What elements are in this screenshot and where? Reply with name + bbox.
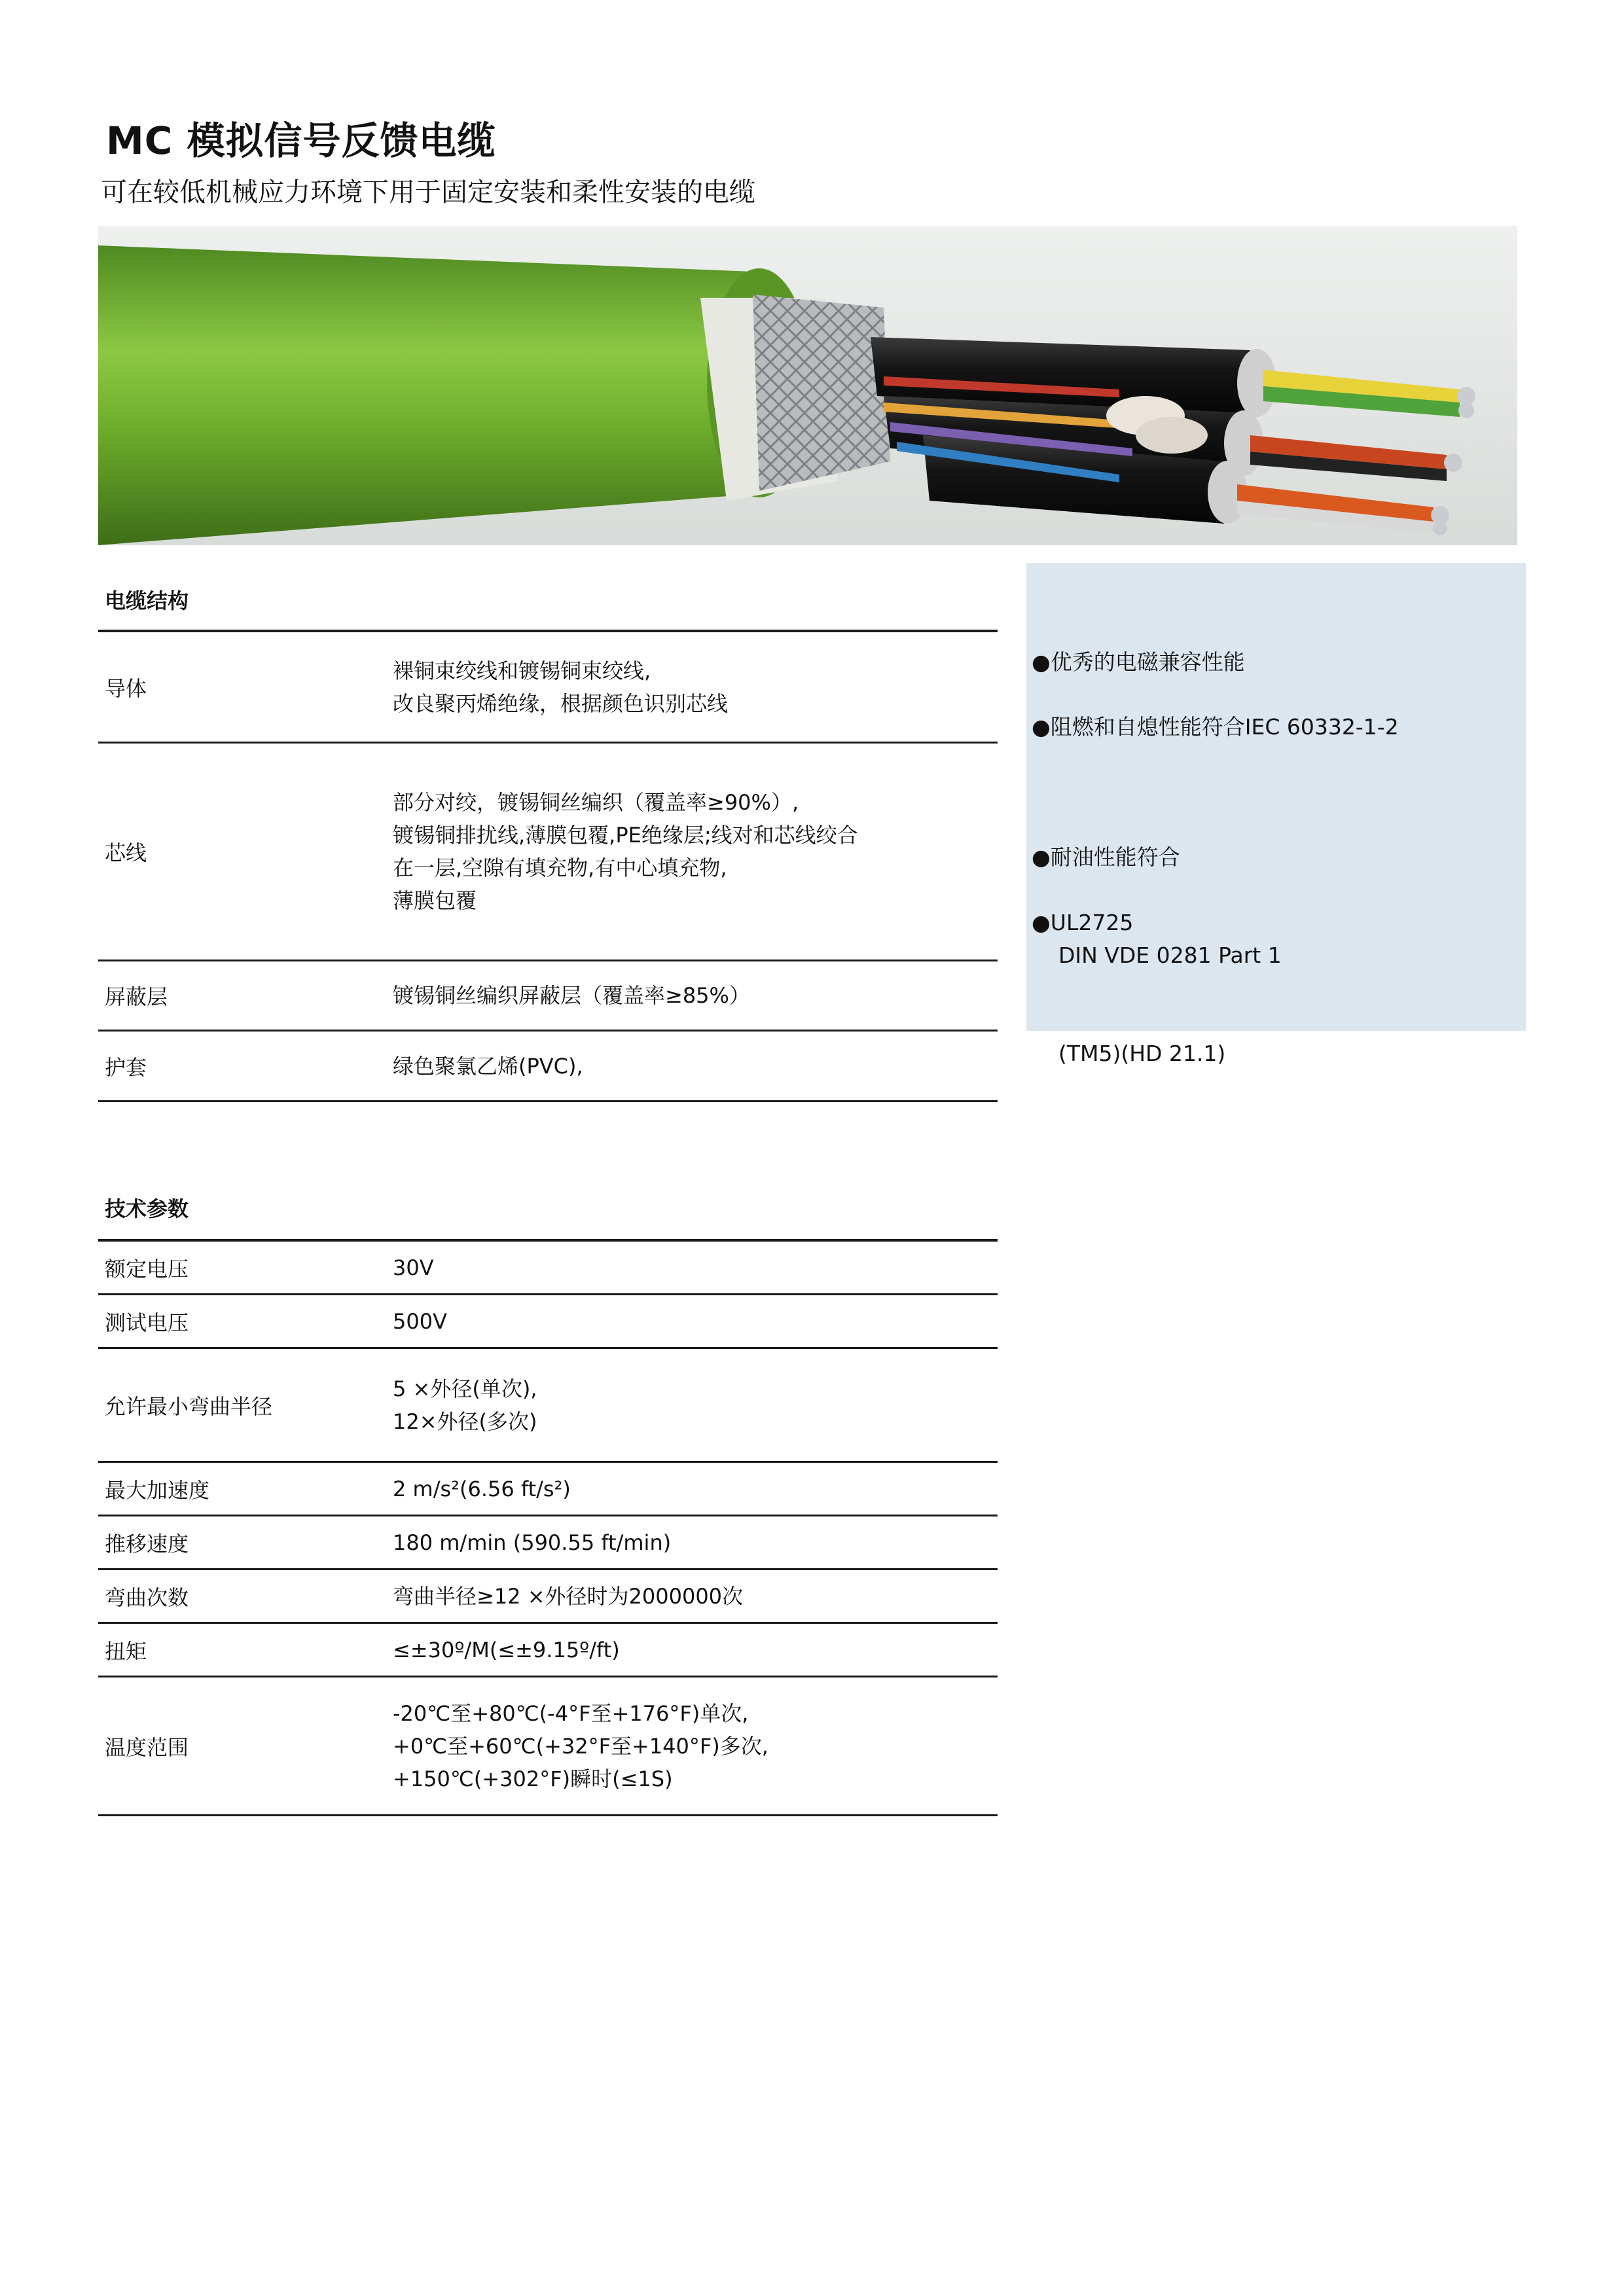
value-line: 绿色聚氯乙烯(PVC), (393, 1053, 583, 1079)
value-line: 30V (393, 1255, 434, 1280)
row-label: 额定电压 (105, 1256, 189, 1282)
value-line: 500V (393, 1308, 447, 1334)
row-value (393, 1050, 583, 1083)
row-label: 导体 (105, 675, 147, 701)
value-line: -20℃至+80℃(-4°F至+176°F)单次, (393, 1700, 749, 1726)
page-title: MC 模拟信号反馈电缆 (106, 118, 496, 163)
row-label: 芯线 (105, 840, 147, 865)
value-line: 部分对绞，镀锡铜丝编织（覆盖率≥90%）, (393, 790, 799, 815)
value-line: +150℃(+302°F)瞬时(≤1S) (393, 1766, 673, 1791)
row-label: 测试电压 (105, 1310, 189, 1335)
feature-line: ●阻燃和自熄性能符合IEC 60332-1-2 (1032, 714, 1399, 740)
value-line: ≤±30º/M(≤±9.15º/ft) (393, 1637, 620, 1662)
row-value (393, 1473, 571, 1505)
table-row (98, 1570, 998, 1624)
feature-item (1032, 906, 1133, 939)
table-row (98, 744, 998, 961)
value-line: 镀锡铜丝编织屏蔽层（覆盖率≥85%） (393, 983, 750, 1008)
specs-table (98, 1239, 998, 1816)
value-line: 薄膜包覆 (393, 888, 477, 913)
table-row (98, 961, 998, 1031)
feature-line: (TM5)(HD 21.1) (1045, 1041, 1226, 1066)
row-value (393, 1305, 447, 1338)
value-line: 12×外径(多次) (393, 1408, 537, 1434)
row-value (393, 786, 858, 917)
value-line: 180 m/min (590.55 ft/min) (393, 1530, 672, 1555)
row-value (393, 979, 750, 1012)
row-value (393, 1580, 743, 1613)
row-label: 最大加速度 (105, 1477, 210, 1503)
table-row (98, 1516, 998, 1570)
feature-line: ●UL2725 (1032, 910, 1134, 935)
construction-heading: 电缆结构 (105, 588, 189, 613)
feature-item (1032, 711, 1399, 744)
construction-table (98, 630, 998, 1102)
row-label: 护套 (105, 1054, 147, 1080)
row-value (393, 655, 728, 720)
feature-item (1032, 776, 1282, 1136)
value-line: 在一层,空隙有填充物,有中心填充物, (393, 855, 727, 880)
row-label: 推移速度 (105, 1531, 189, 1556)
row-label: 允许最小弯曲半径 (105, 1393, 273, 1419)
table-row (98, 1677, 998, 1816)
value-line: 5 ×外径(单次), (393, 1376, 537, 1401)
row-value (393, 1372, 537, 1438)
table-row (98, 1295, 998, 1349)
features-panel (1026, 563, 1526, 1066)
row-value (393, 1697, 768, 1795)
feature-item (1032, 646, 1245, 679)
feature-line: ●耐油性能符合 (1032, 844, 1180, 870)
value-line: 裸铜束绞线和镀锡铜束绞线, (393, 658, 651, 683)
table-row (98, 1349, 998, 1463)
cable-product-image (98, 226, 1517, 545)
row-label: 屏蔽层 (105, 984, 168, 1009)
value-line: 弯曲半径≥12 ×外径时为2000000次 (393, 1583, 744, 1609)
table-row (98, 1031, 998, 1102)
page-subtitle: 可在较低机械应力环境下用于固定安装和柔性安装的电缆 (101, 177, 755, 207)
table-row (98, 632, 998, 744)
value-line: +0℃至+60℃(+32°F至+140°F)多次, (393, 1733, 768, 1759)
table-row (98, 1242, 998, 1295)
row-label: 弯曲次数 (105, 1585, 189, 1610)
table-row (98, 1463, 998, 1516)
row-value (393, 1251, 434, 1284)
value-line: 镀锡铜排扰线,薄膜包覆,PE绝缘层;线对和芯线绞合 (393, 823, 858, 848)
row-label: 扭矩 (105, 1638, 147, 1664)
feature-line: ●优秀的电磁兼容性能 (1032, 649, 1245, 675)
feature-line: DIN VDE 0281 Part 1 (1045, 942, 1282, 968)
row-value (393, 1526, 671, 1559)
table-row (98, 1624, 998, 1677)
value-line: 改良聚丙烯绝缘，根据颜色识别芯线 (393, 691, 729, 716)
specs-heading: 技术参数 (105, 1196, 189, 1221)
row-label: 温度范围 (105, 1734, 189, 1760)
row-value (393, 1634, 620, 1666)
value-line: 2 m/s²(6.56 ft/s²) (393, 1476, 571, 1501)
